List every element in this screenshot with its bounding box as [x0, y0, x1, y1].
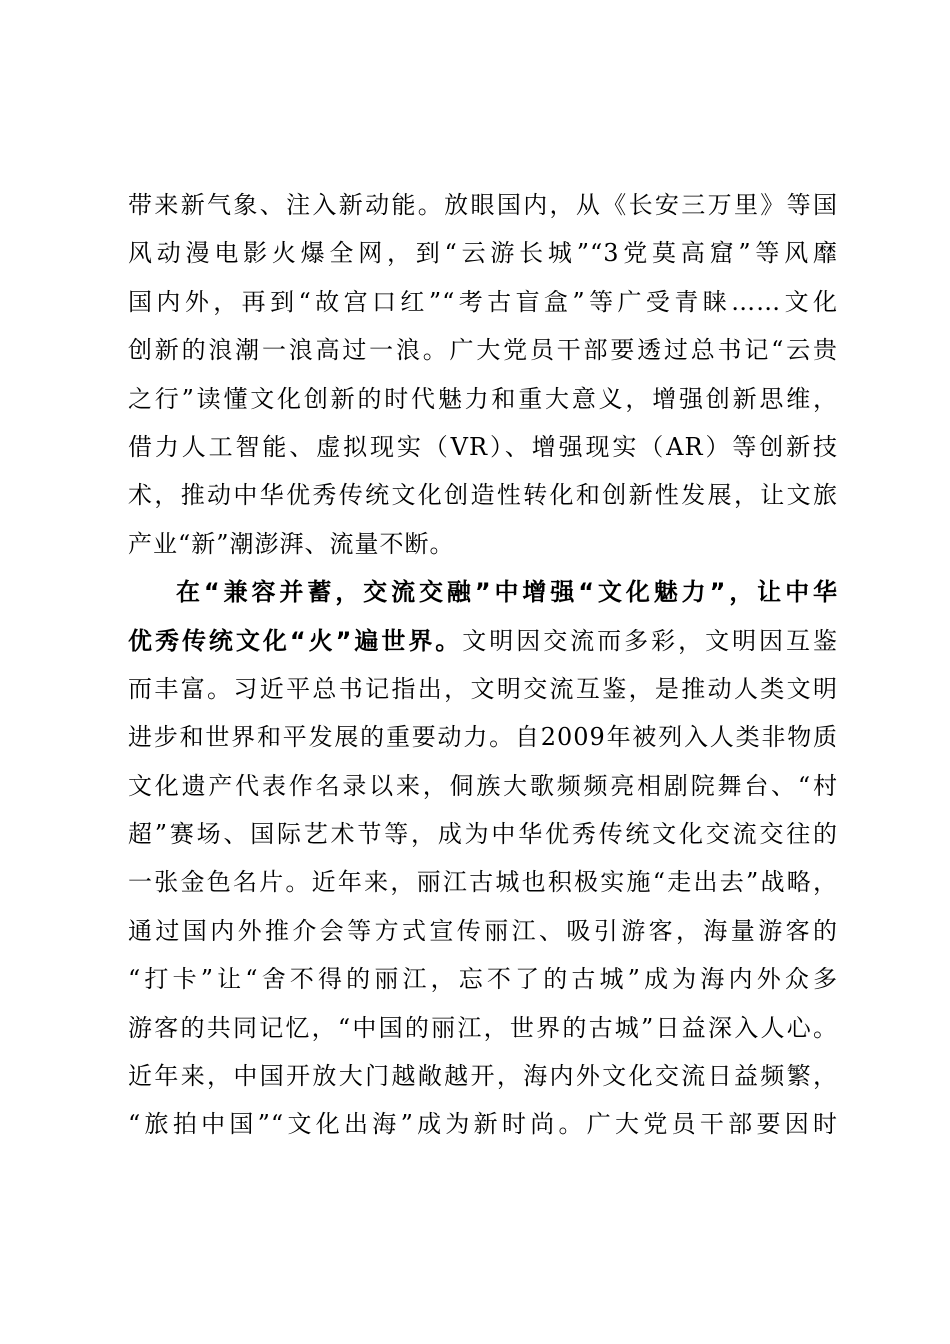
text-line: 创新的浪潮一浪高过一浪。广大党员干部要透过总书记“云贵	[128, 336, 838, 365]
document-body	[128, 181, 838, 1149]
text-line: 进步和世界和平发展的重要动力。自2009年被列入人类非物质	[128, 723, 838, 752]
text-line: 通过国内外推介会等方式宣传丽江、吸引游客，海量游客的	[128, 916, 838, 945]
text-line: 而丰富。习近平总书记指出，文明交流互鉴，是推动人类文明	[128, 674, 838, 703]
text-line: 产业“新”潮澎湃、流量不断。	[128, 529, 455, 558]
paragraph-2	[128, 568, 838, 1149]
text-line: 近年来，中国开放大门越敞越开，海内外文化交流日益频繁，	[128, 1062, 838, 1091]
text-line: 风动漫电影火爆全网，到“云游长城”“3党莫高窟”等风靡	[128, 239, 838, 268]
text-line: 国内外，再到“故宫口红”“考古盲盒”等广受青睐……文化	[128, 287, 838, 316]
text-line: “旅拍中国”“文化出海”成为新时尚。广大党员干部要因时	[128, 1110, 838, 1139]
text-line: 一张金色名片。近年来，丽江古城也积极实施“走出去”战略，	[128, 868, 838, 897]
text-line	[128, 617, 838, 665]
text-line: 借力人工智能、虚拟现实（VR）、增强现实（AR）等创新技	[128, 432, 838, 461]
text-line: 之行”读懂文化创新的时代魅力和重大意义，增强创新思维，	[128, 384, 838, 413]
text-line: “打卡”让“舍不得的丽江，忘不了的古城”成为海内外众多	[128, 965, 838, 994]
text-line: 文化遗产代表作名录以来，侗族大歌频频亮相剧院舞台、“村	[128, 771, 838, 800]
text-line: 超”赛场、国际艺术节等，成为中华优秀传统文化交流交往的	[128, 820, 838, 849]
text-line-rest: 文明因交流而多彩，文明因互鉴	[462, 626, 839, 655]
paragraph-1	[128, 181, 838, 568]
text-line: 术，推动中华优秀传统文化创造性转化和创新性发展，让文旅	[128, 481, 838, 510]
text-line: 带来新气象、注入新动能。放眼国内，从《长安三万里》等国	[128, 191, 838, 219]
text-line: 游客的共同记忆，“中国的丽江，世界的古城”日益深入人心。	[128, 1013, 838, 1042]
paragraph-heading-end: 优秀传统文化“火”遍世界。	[128, 626, 463, 655]
paragraph-heading: 在“兼容并蓄，交流交融”中增强“文化魅力”，让中华	[176, 578, 838, 607]
